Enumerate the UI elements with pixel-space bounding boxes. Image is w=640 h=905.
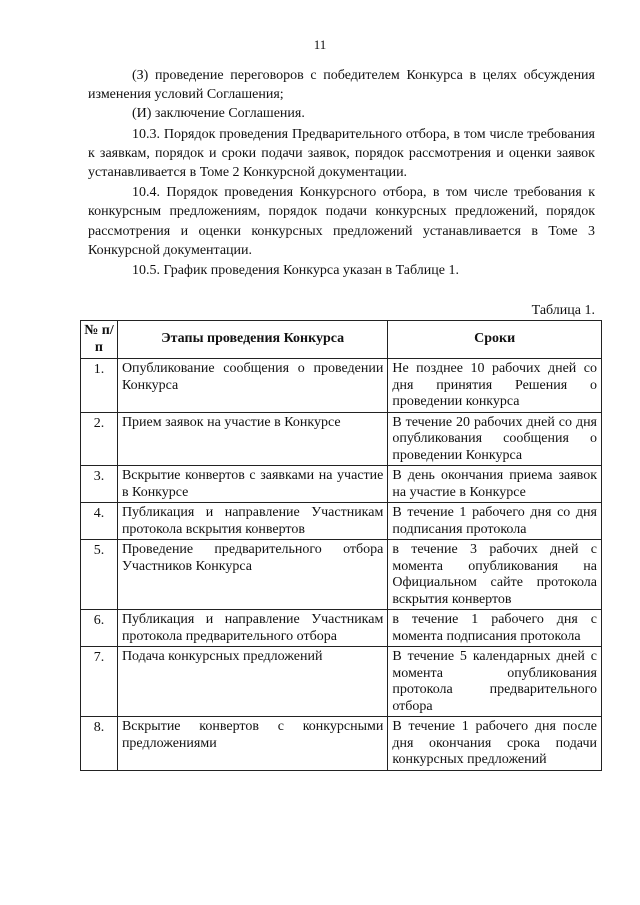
row-number: 2. bbox=[81, 412, 118, 466]
table-row bbox=[81, 610, 602, 647]
paragraph-10-3: 10.3. Порядок проведения Предварительного отбора, в том числе требования к заявкам, порядок и сроки подачи заявок, порядок рассмотрения и оценки заявок устанавливается в Томе 2 Конкурсной документации. bbox=[88, 126, 595, 181]
row-stage: Подача конкурсных предложений bbox=[117, 647, 387, 717]
row-number: 6. bbox=[81, 610, 118, 647]
table-row bbox=[81, 647, 602, 717]
row-term: в течение 1 рабочего дня с момента подписания протокола bbox=[388, 610, 602, 647]
header-term: Сроки bbox=[388, 321, 602, 359]
paragraph-10-4: 10.4. Порядок проведения Конкурсного отбора, в том числе требования к конкурсным предложениям, порядок подачи конкурсных предложений, порядок рассмотрения и оценки конкурсных предложений устанавливается в Томе 3 Конкурсной документации. bbox=[88, 185, 595, 258]
body-text bbox=[88, 66, 595, 280]
row-number: 7. bbox=[81, 647, 118, 717]
row-number: 1. bbox=[81, 359, 118, 413]
table-row bbox=[81, 466, 602, 503]
table-row bbox=[81, 359, 602, 413]
row-term: В течение 1 рабочего дня после дня окончания срока подачи конкурсных предложений bbox=[388, 717, 602, 771]
page-number: 11 bbox=[313, 37, 327, 52]
row-number: 4. bbox=[81, 503, 118, 540]
row-term: В течение 5 календарных дней с момента опубликования протокола предварительного отбора bbox=[388, 647, 602, 717]
row-term: В день окончания приема заявок на участие в Конкурсе bbox=[388, 466, 602, 503]
row-number: 3. bbox=[81, 466, 118, 503]
paragraph-item-i: (И) заключение Соглашения. bbox=[132, 106, 305, 122]
table-row bbox=[81, 412, 602, 466]
table-row bbox=[81, 540, 602, 610]
row-term: Не позднее 10 рабочих дней со дня принятия Решения о проведении конкурса bbox=[388, 359, 602, 413]
row-number: 5. bbox=[81, 540, 118, 610]
row-term: В течение 1 рабочего дня со дня подписания протокола bbox=[388, 503, 602, 540]
row-stage: Публикация и направление Участникам протокола вскрытия конвертов bbox=[117, 503, 387, 540]
header-number: № п/п bbox=[81, 321, 118, 359]
paragraph-item-z: (З) проведение переговоров с победителем Конкурса в целях обсуждения изменения условий Соглашения; bbox=[88, 68, 595, 103]
row-stage: Вскрытие конвертов с конкурсными предложениями bbox=[117, 717, 387, 771]
row-number: 8. bbox=[81, 717, 118, 771]
row-stage: Вскрытие конвертов с заявками на участие в Конкурсе bbox=[117, 466, 387, 503]
row-stage: Проведение предварительного отбора Участников Конкурса bbox=[117, 540, 387, 610]
row-term: В течение 20 рабочих дней со дня опубликования сообщения о проведении Конкурса bbox=[388, 412, 602, 466]
header-stage: Этапы проведения Конкурса bbox=[117, 321, 387, 359]
table-row bbox=[81, 717, 602, 771]
table-header-row bbox=[81, 321, 602, 359]
row-stage: Прием заявок на участие в Конкурсе bbox=[117, 412, 387, 466]
schedule-table bbox=[80, 320, 602, 771]
table-row bbox=[81, 503, 602, 540]
row-stage: Опубликование сообщения о проведении Конкурса bbox=[117, 359, 387, 413]
paragraph-10-5: 10.5. График проведения Конкурса указан в Таблице 1. bbox=[132, 263, 459, 279]
table-caption: Таблица 1. bbox=[531, 303, 595, 318]
row-term: в течение 3 рабочих дней с момента опубликования на Официальном сайте протокола вскрытия конвертов bbox=[388, 540, 602, 610]
row-stage: Публикация и направление Участникам протокола предварительного отбора bbox=[117, 610, 387, 647]
